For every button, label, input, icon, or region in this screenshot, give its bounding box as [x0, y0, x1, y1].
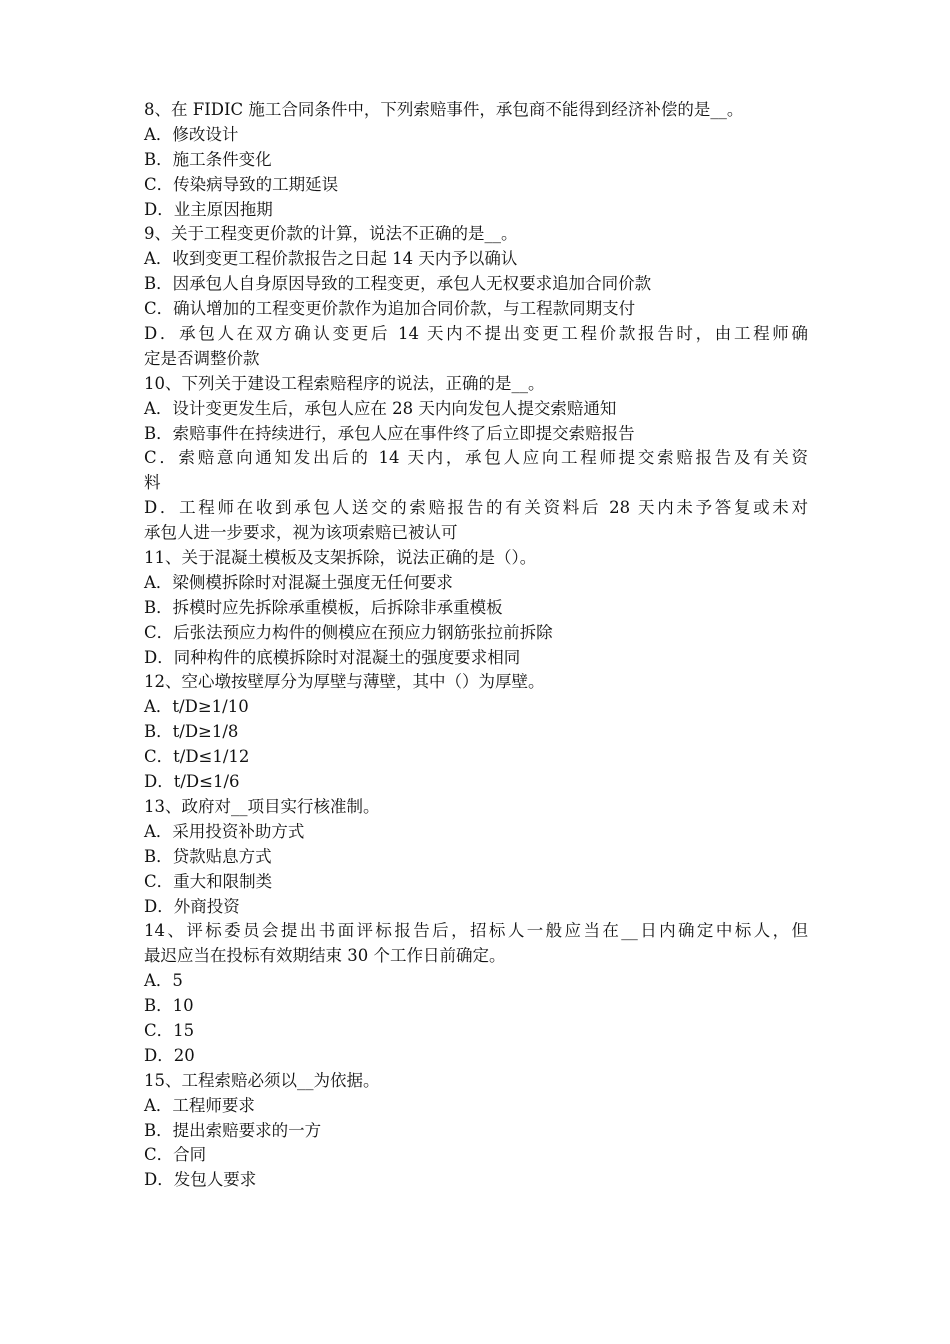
text-line: D．20	[144, 1045, 195, 1065]
text-line: 承包人进一步要求，视为该项索赔已被认可	[144, 523, 458, 543]
text-line: B．因承包人自身原因导致的工程变更，承包人无权要求追加合同价款	[144, 274, 652, 294]
text-line: A．收到变更工程价款报告之日起 14 天内予以确认	[144, 249, 518, 269]
text-line: A．工程师要求	[144, 1095, 255, 1115]
text-line: C．合同	[144, 1145, 207, 1165]
text-line: B．施工条件变化	[144, 149, 272, 169]
text-line: 定是否调整价款	[144, 348, 260, 368]
text-line: D．t/D≤1/6	[144, 772, 240, 792]
text-line: D．发包人要求	[144, 1170, 257, 1190]
text-line: A．采用投资补助方式	[144, 821, 305, 841]
text-line: 13、政府对__项目实行核准制。	[144, 796, 380, 816]
text-line: B．10	[144, 996, 194, 1016]
text-line: C．索赔意向通知发出后的 14 天内，承包人应向工程师提交索赔报告及有关资	[144, 448, 808, 468]
text-line: D．承包人在双方确认变更后 14 天内不提出变更工程价款报告时，由工程师确	[144, 324, 808, 344]
text-line: D．业主原因拖期	[144, 199, 273, 219]
text-line: 12、空心墩按壁厚分为厚壁与薄壁，其中（）为厚壁。	[144, 672, 545, 692]
text-line: C．后张法预应力构件的侧模应在预应力钢筋张拉前拆除	[144, 622, 553, 642]
text-line: A．设计变更发生后，承包人应在 28 天内向发包人提交索赔通知	[144, 398, 617, 418]
text-line: A．5	[144, 971, 183, 991]
text-line: B．贷款贴息方式	[144, 846, 272, 866]
text-line: A．梁侧模拆除时对混凝土强度无任何要求	[144, 572, 453, 592]
text-line: 料	[144, 473, 161, 493]
text-line: C．15	[144, 1020, 195, 1040]
text-line: A．t/D≥1/10	[144, 697, 249, 717]
text-line: 14、评标委员会提出书面评标报告后，招标人一般应当在__日内确定中标人，但	[144, 921, 808, 941]
text-line: 最迟应当在投标有效期结束 30 个工作日前确定。	[144, 946, 506, 966]
text-line: 11、关于混凝土模板及支架拆除，说法正确的是（）。	[144, 548, 537, 568]
text-line: D．工程师在收到承包人送交的索赔报告的有关资料后 28 天内未予答复或未对	[144, 498, 808, 518]
text-line: 15、工程索赔必须以__为依据。	[144, 1070, 380, 1090]
text-line: C．传染病导致的工期延误	[144, 174, 339, 194]
text-line: 10、下列关于建设工程索赔程序的说法，正确的是__。	[144, 373, 545, 393]
document-page	[144, 98, 808, 1193]
text-line: D．外商投资	[144, 896, 240, 916]
text-line: C．确认增加的工程变更价款作为追加合同价款，与工程款同期支付	[144, 299, 636, 319]
text-line: C．重大和限制类	[144, 871, 273, 891]
text-line: D．同种构件的底模拆除时对混凝土的强度要求相同	[144, 647, 521, 667]
text-line: B．拆模时应先拆除承重模板，后拆除非承重模板	[144, 597, 503, 617]
text-line: B．t/D≥1/8	[144, 722, 239, 742]
text-line: 9、关于工程变更价款的计算，说法不正确的是__。	[144, 224, 518, 244]
text-line: A．修改设计	[144, 124, 239, 144]
text-line: B．索赔事件在持续进行，承包人应在事件终了后立即提交索赔报告	[144, 423, 635, 443]
text-line: C．t/D≤1/12	[144, 747, 250, 767]
text-line: B．提出索赔要求的一方	[144, 1120, 322, 1140]
text-line: 8、在 FIDIC 施工合同条件中，下列索赔事件，承包商不能得到经济补偿的是__。	[144, 100, 744, 119]
